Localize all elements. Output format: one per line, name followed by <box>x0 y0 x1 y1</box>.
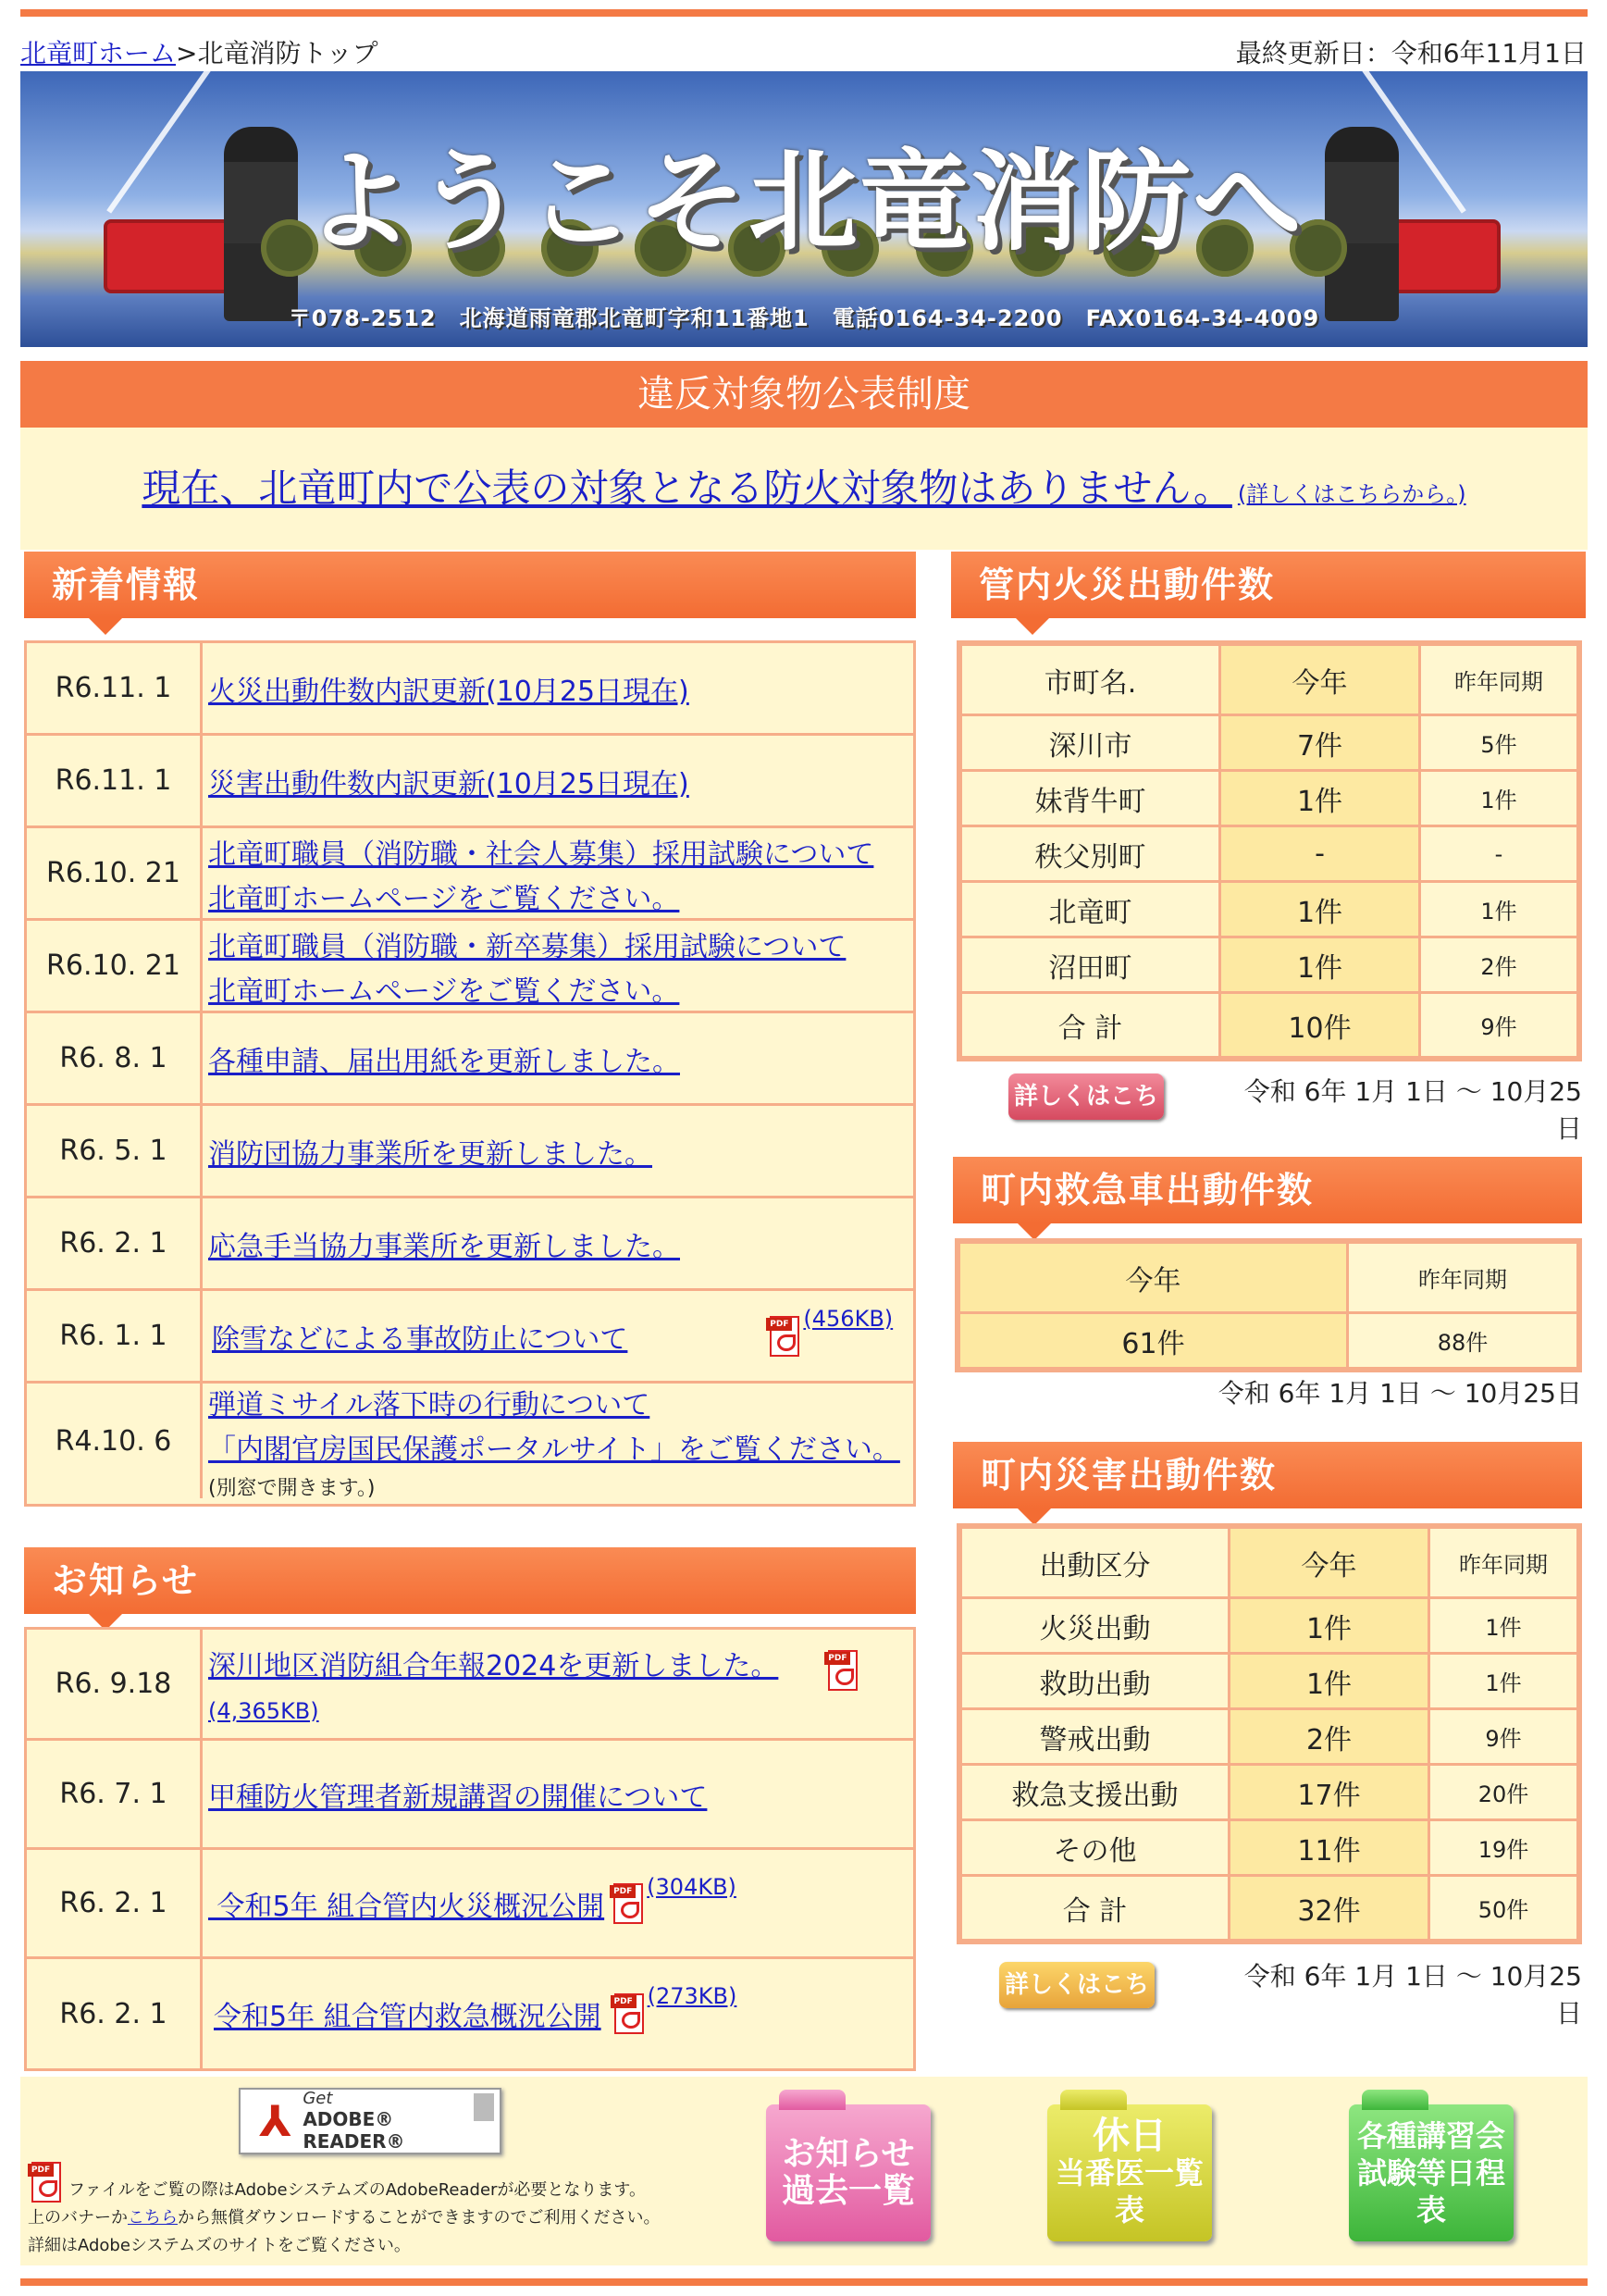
notice-date: R6. 9.18 <box>27 1630 203 1738</box>
table-row <box>961 1654 1578 1709</box>
training-schedule-folder-button[interactable] <box>1349 2104 1514 2241</box>
violation-notice <box>20 428 1588 550</box>
table-row <box>961 771 1578 826</box>
cell: 1件 <box>1429 1598 1578 1654</box>
period-line: 日 <box>1555 1998 1582 2029</box>
total-row <box>961 1876 1578 1941</box>
fire-stats-table <box>957 640 1582 1061</box>
news-item <box>27 643 913 736</box>
news-date: R6. 8. 1 <box>27 1013 203 1103</box>
footnote-line: 詳細はAdobeシステムズのサイトをご覧ください。 <box>28 2236 411 2255</box>
news-link[interactable]: 消防団協力事業所を更新しました。 <box>208 1137 652 1171</box>
violation-message-link[interactable]: 現在、北竜町内で公表の対象となる防火対象物はありません。 <box>142 465 1232 511</box>
header-banner <box>20 71 1588 347</box>
cell: 9件 <box>1420 993 1578 1058</box>
table-row <box>961 937 1578 993</box>
news-link[interactable]: 応急手当協力事業所を更新しました。 <box>208 1230 680 1263</box>
cell: 17件 <box>1230 1765 1429 1820</box>
notice-link[interactable]: 甲種防火管理者新規講習の開催について <box>208 1781 708 1814</box>
news-item <box>27 1106 913 1198</box>
cell: その他 <box>961 1820 1230 1876</box>
cell: - <box>1220 826 1420 882</box>
notice-date: R6. 7. 1 <box>27 1741 203 1847</box>
column-header: 今年 <box>1230 1528 1429 1598</box>
folder-label: 過去一覧 <box>781 2172 915 2210</box>
news-date: R6. 1. 1 <box>27 1291 203 1381</box>
news-item <box>27 1384 913 1498</box>
violation-detail-link[interactable]: (詳しくはこちらから。) <box>1237 481 1466 507</box>
past-notices-folder-button[interactable] <box>766 2104 931 2241</box>
disaster-detail-button[interactable]: 詳しくはこちら <box>999 1962 1155 2008</box>
breadcrumb-separator: > <box>176 38 198 68</box>
bottom-rule <box>20 2278 1588 2286</box>
cell: 32件 <box>1230 1876 1429 1941</box>
table-row <box>961 882 1578 937</box>
column-header: 今年 <box>959 1243 1348 1313</box>
breadcrumb-current: 北竜消防トップ <box>197 38 378 68</box>
violation-heading: 違反対象物公表制度 <box>20 361 1588 428</box>
cell: 1件 <box>1230 1598 1429 1654</box>
news-item <box>27 1013 913 1106</box>
period-line: 日 <box>1555 1113 1582 1144</box>
pdf-icon: PDF <box>28 2160 65 2204</box>
news-item <box>27 1291 913 1384</box>
new-window-note: (別窓で開きます。) <box>208 1476 376 1500</box>
fire-stats-period <box>1193 1074 1582 1148</box>
news-item <box>27 921 913 1013</box>
table-row <box>961 1598 1578 1654</box>
news-link[interactable]: 北竜町ホームページをご覧ください。 <box>208 974 680 1008</box>
footnote-line: から無償ダウンロードすることができますのでご利用ください。 <box>178 2208 661 2228</box>
ambulance-stats-heading: 町内救急車出動件数 <box>953 1157 1582 1223</box>
adobe-download-link[interactable]: こちら <box>128 2208 178 2228</box>
cell: 1件 <box>1420 771 1578 826</box>
news-list <box>24 640 916 1507</box>
period-line: 令和 6年 1月 1日 ～ 10月25 <box>1243 1961 1582 1992</box>
cell: 2件 <box>1230 1709 1429 1765</box>
notice-item <box>27 1850 913 1959</box>
notice-date: R6. 2. 1 <box>27 1959 203 2068</box>
disaster-stats-table <box>957 1523 1582 1944</box>
table-row <box>961 1765 1578 1820</box>
news-date: R6.11. 1 <box>27 643 203 733</box>
column-header: 昨年同期 <box>1420 645 1578 715</box>
column-header: 出動区分 <box>961 1528 1230 1598</box>
news-link[interactable]: 北竜町職員（消防職・新卒募集）採用試験について <box>208 930 847 963</box>
adobe-reader-banner[interactable] <box>239 2088 501 2154</box>
news-date: R6. 5. 1 <box>27 1106 203 1196</box>
disaster-stats-period <box>1193 1958 1582 2032</box>
notice-date: R6. 2. 1 <box>27 1850 203 1956</box>
cell: 1件 <box>1230 1654 1429 1709</box>
cell: 1件 <box>1220 937 1420 993</box>
cell: 11件 <box>1230 1820 1429 1876</box>
cell: - <box>1420 826 1578 882</box>
top-rule <box>20 9 1588 17</box>
pdf-size-link[interactable]: (456KB) <box>803 1306 894 1332</box>
news-link[interactable]: 弾道ミサイル落下時の行動について <box>208 1388 650 1421</box>
notice-link[interactable]: 令和5年 組合管内救急概況公開 <box>214 2001 601 2033</box>
news-link[interactable]: 除雪などによる事故防止について <box>212 1322 628 1356</box>
adobe-get-label: Get <box>303 2089 333 2108</box>
footnote-line: 上のバナーか <box>28 2208 128 2228</box>
news-date: R6. 2. 1 <box>27 1198 203 1288</box>
notice-link[interactable]: 令和5年 組合管内火災概況公開 <box>208 1890 605 1923</box>
news-link[interactable]: 火災出動件数内訳更新(10月25日現在) <box>208 675 689 708</box>
cell: 北竜町 <box>961 882 1220 937</box>
cell: 20件 <box>1429 1765 1578 1820</box>
adobe-reader-label: ADOBE® READER® <box>303 2108 405 2153</box>
news-link[interactable]: 北竜町ホームページをご覧ください。 <box>208 882 680 915</box>
folder-label: 各種講習会 <box>1356 2118 1505 2153</box>
cell: 合 計 <box>961 993 1220 1058</box>
folder-label: お知らせ <box>782 2135 915 2173</box>
breadcrumb-home-link[interactable]: 北竜町ホーム <box>20 38 177 68</box>
news-date: R6.10. 21 <box>27 828 203 918</box>
cell: 50件 <box>1429 1876 1578 1941</box>
table-row <box>961 1709 1578 1765</box>
column-header: 昨年同期 <box>1348 1243 1578 1313</box>
table-row <box>961 826 1578 882</box>
column-header: 今年 <box>1220 645 1420 715</box>
notice-item <box>27 1630 913 1741</box>
notices-list <box>24 1627 916 2071</box>
news-item <box>27 1198 913 1291</box>
news-item <box>27 828 913 921</box>
ambulance-stats-table <box>955 1238 1582 1372</box>
cell: 1件 <box>1420 882 1578 937</box>
news-link[interactable]: 各種申請、届出用紙を更新しました。 <box>208 1045 680 1078</box>
cell: 1件 <box>1220 771 1420 826</box>
notice-link[interactable]: 深川地区消防組合年報2024を更新しました。 <box>208 1650 779 1682</box>
fire-stats-heading: 管内火災出動件数 <box>951 552 1586 618</box>
breadcrumb <box>20 33 378 70</box>
cell: 2件 <box>1420 937 1578 993</box>
cell: 秩父別町 <box>961 826 1220 882</box>
news-link[interactable]: 北竜町職員（消防職・社会人募集）採用試験について <box>208 838 874 871</box>
folder-label: 休日 <box>1093 2115 1167 2157</box>
folder-label: 試験等日程表 <box>1356 2155 1505 2228</box>
cell: 火災出動 <box>961 1598 1230 1654</box>
adobe-logo-icon: ⅄ <box>259 2096 292 2146</box>
cell: 88件 <box>1348 1313 1578 1369</box>
cell: 警戒出動 <box>961 1709 1230 1765</box>
notices-heading: お知らせ <box>24 1547 916 1614</box>
notice-item <box>27 1959 913 2068</box>
cell: 7件 <box>1220 715 1420 771</box>
cell: 10件 <box>1220 993 1420 1058</box>
pdf-icon[interactable]: PDF <box>824 1648 861 1693</box>
cell: 61件 <box>959 1313 1348 1369</box>
cell: 19件 <box>1429 1820 1578 1876</box>
download-arrow-icon <box>474 2093 494 2121</box>
banner-address: 〒078-2512 北海道雨竜郡北竜町字和11番地1 電話0164-34-2200 FAX0164-34-4009 <box>288 305 1320 331</box>
notice-item <box>27 1741 913 1850</box>
news-link[interactable]: 災害出動件数内訳更新(10月25日現在) <box>208 767 689 800</box>
footer-area <box>20 2077 1588 2265</box>
disaster-stats-heading: 町内災害出動件数 <box>953 1442 1582 1508</box>
footnote-line: ファイルをご覧の際はAdobeシステムズのAdobeReaderが必要となります。 <box>68 2180 646 2200</box>
cell: 1件 <box>1220 882 1420 937</box>
cell: 合 計 <box>961 1876 1230 1941</box>
cell: 9件 <box>1429 1709 1578 1765</box>
news-date: R4.10. 6 <box>27 1384 203 1498</box>
news-link[interactable]: 「内閣官房国民保護ポータルサイト」をご覧ください。 <box>208 1433 900 1466</box>
table-row <box>961 1820 1578 1876</box>
pdf-icon[interactable]: PDF <box>610 1881 647 1926</box>
news-heading: 新着情報 <box>24 552 916 618</box>
total-row <box>961 993 1578 1058</box>
cell: 5件 <box>1420 715 1578 771</box>
banner-title: ようこそ北竜消防へ <box>303 138 1304 266</box>
cell: 沼田町 <box>961 937 1220 993</box>
pdf-size-link[interactable]: (304KB) <box>647 1874 736 1900</box>
ambulance-stats-period: 令和 6年 1月 1日 ～ 10月25日 <box>1218 1378 1582 1409</box>
news-date: R6.11. 1 <box>27 736 203 825</box>
news-date: R6.10. 21 <box>27 921 203 1011</box>
cell: 1件 <box>1429 1654 1578 1709</box>
pdf-icon[interactable]: PDF <box>766 1314 803 1359</box>
cell: 妹背牛町 <box>961 771 1220 826</box>
pdf-icon[interactable]: PDF <box>611 1992 648 2036</box>
cell: 深川市 <box>961 715 1220 771</box>
cell: 救急支援出動 <box>961 1765 1230 1820</box>
table-row <box>959 1313 1578 1369</box>
last-updated: 最終更新日：令和6年11月1日 <box>1235 38 1587 68</box>
pdf-size-link[interactable]: (4,365KB) <box>208 1698 319 1724</box>
pdf-size-link[interactable]: (273KB) <box>647 1983 737 2009</box>
column-header: 市町名. <box>961 645 1220 715</box>
adobe-footnote <box>28 2160 660 2260</box>
period-line: 令和 6年 1月 1日 ～ 10月25 <box>1243 1076 1582 1107</box>
holiday-doctor-folder-button[interactable] <box>1047 2104 1212 2241</box>
table-row <box>961 715 1578 771</box>
fire-detail-button[interactable]: 詳しくはこちら <box>1008 1074 1164 1120</box>
news-item <box>27 736 913 828</box>
cell: 救助出動 <box>961 1654 1230 1709</box>
folder-label: 当番医一覧表 <box>1055 2155 1204 2228</box>
column-header: 昨年同期 <box>1429 1528 1578 1598</box>
